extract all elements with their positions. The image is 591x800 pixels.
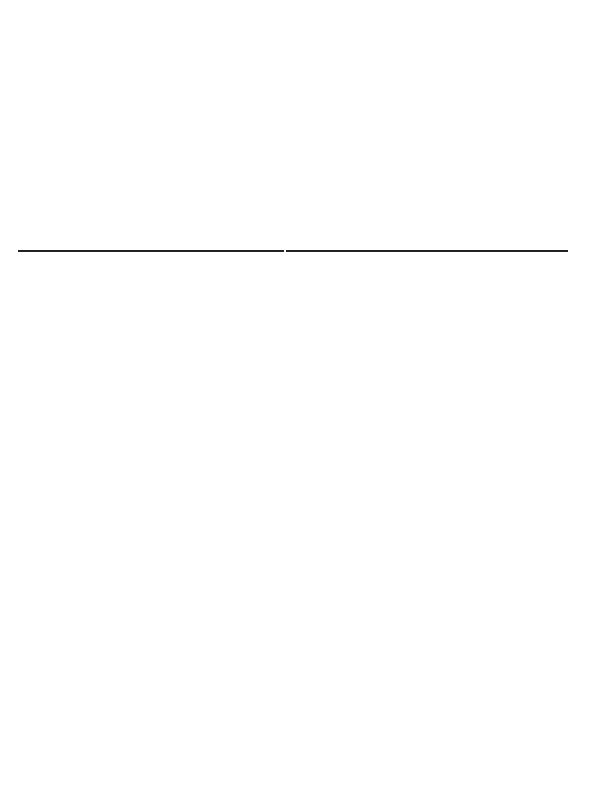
right-column-rule [286, 250, 568, 252]
left-column-rule [18, 250, 284, 252]
